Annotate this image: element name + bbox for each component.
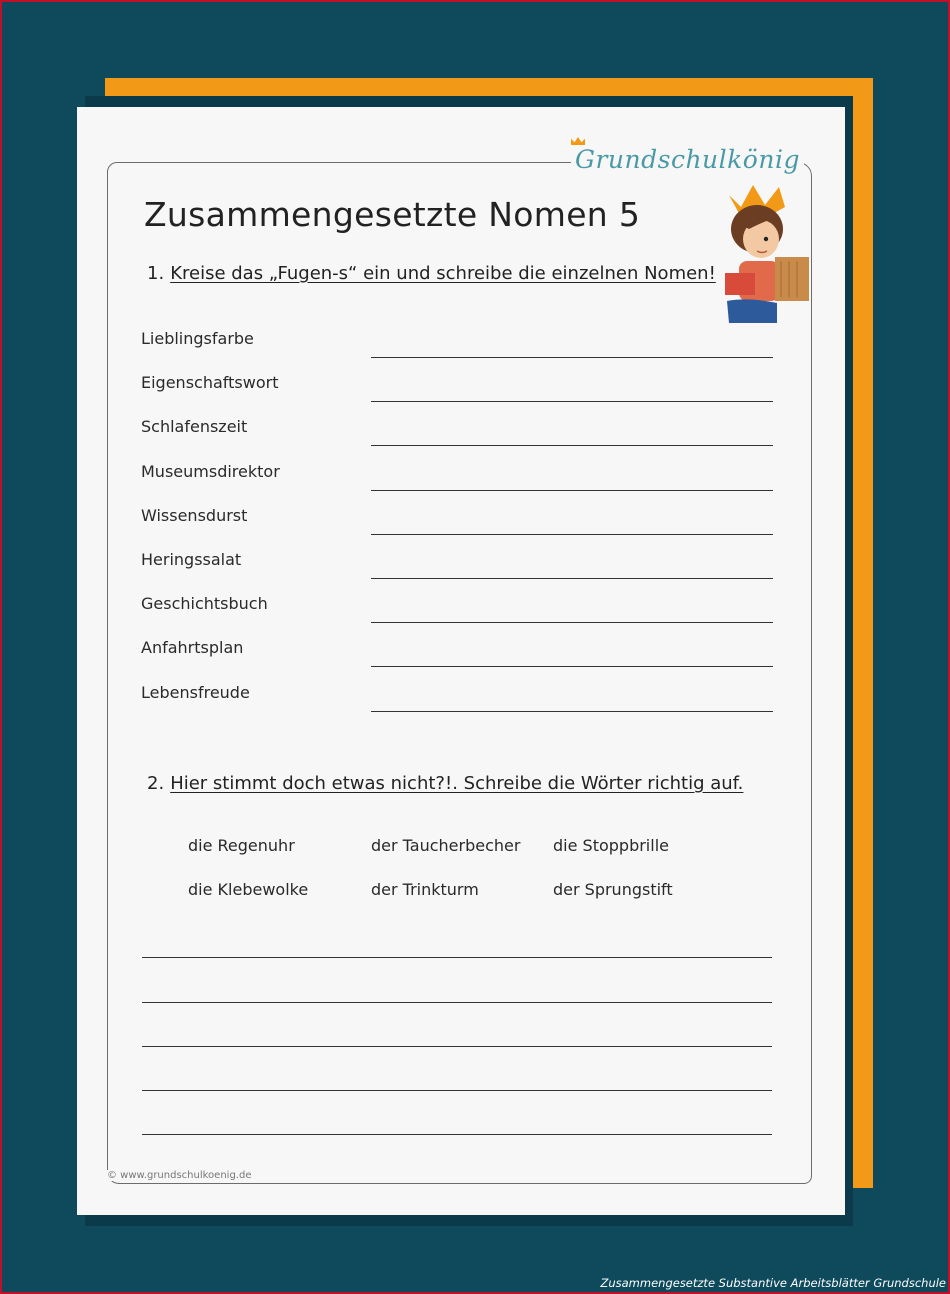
word-row [141, 638, 773, 668]
mixed-word: die Stoppbrille [553, 836, 669, 855]
task-2-instruction: Hier stimmt doch etwas nicht?!. Schreibe die Wörter richtig auf. [170, 773, 744, 794]
hand-drawn-border [107, 162, 812, 1184]
word-row [141, 506, 773, 536]
compound-word: Anfahrtsplan [141, 638, 244, 657]
compound-word: Heringssalat [141, 550, 242, 569]
answer-line[interactable] [371, 490, 773, 491]
word-row [141, 373, 773, 403]
word-row [141, 594, 773, 624]
task-2-number: 2. [147, 773, 165, 794]
logo-text: Grundschulkönig [571, 145, 804, 174]
mixed-word: die Regenuhr [188, 836, 295, 855]
mixed-word: der Sprungstift [553, 880, 673, 899]
word-row [141, 683, 773, 713]
task-1-heading [147, 263, 716, 284]
logo-crown-icon [571, 137, 585, 145]
word-row [141, 550, 773, 580]
task-2-heading [147, 773, 743, 794]
writing-line[interactable] [142, 957, 772, 958]
compound-word: Wissensdurst [141, 506, 248, 525]
word-row [141, 417, 773, 447]
answer-line[interactable] [371, 357, 773, 358]
writing-line[interactable] [142, 1046, 772, 1047]
writing-line[interactable] [142, 1090, 772, 1091]
task-1-number: 1. [147, 263, 165, 284]
writing-line[interactable] [142, 1134, 772, 1135]
compound-word: Museumsdirektor [141, 462, 280, 481]
worksheet-title: Zusammengesetzte Nomen 5 [144, 195, 641, 234]
compound-word: Eigenschaftswort [141, 373, 279, 392]
image-caption: Zusammengesetzte Substantive Arbeitsblätter Grundschule [600, 1276, 946, 1290]
task-1-instruction: Kreise das „Fugen-s“ ein und schreibe die einzelnen Nomen! [170, 263, 716, 284]
word-row [141, 329, 773, 359]
mixed-word: der Trinkturm [371, 880, 479, 899]
worksheet-paper [77, 107, 845, 1215]
answer-line[interactable] [371, 711, 773, 712]
compound-word: Schlafenszeit [141, 417, 248, 436]
writing-line[interactable] [142, 1002, 772, 1003]
mixed-word: der Taucherbecher [371, 836, 521, 855]
copyright-footer: © www.grundschulkoenig.de [107, 1170, 257, 1181]
answer-line[interactable] [371, 622, 773, 623]
compound-word: Lieblingsfarbe [141, 329, 254, 348]
answer-line[interactable] [371, 578, 773, 579]
answer-line[interactable] [371, 534, 773, 535]
mixed-word: die Klebewolke [188, 880, 309, 899]
mascot-boy-with-crown-icon [719, 177, 811, 327]
answer-line[interactable] [371, 401, 773, 402]
answer-line[interactable] [371, 445, 773, 446]
compound-word: Lebensfreude [141, 683, 250, 702]
answer-line[interactable] [371, 666, 773, 667]
compound-word: Geschichtsbuch [141, 594, 268, 613]
word-row [141, 462, 773, 492]
